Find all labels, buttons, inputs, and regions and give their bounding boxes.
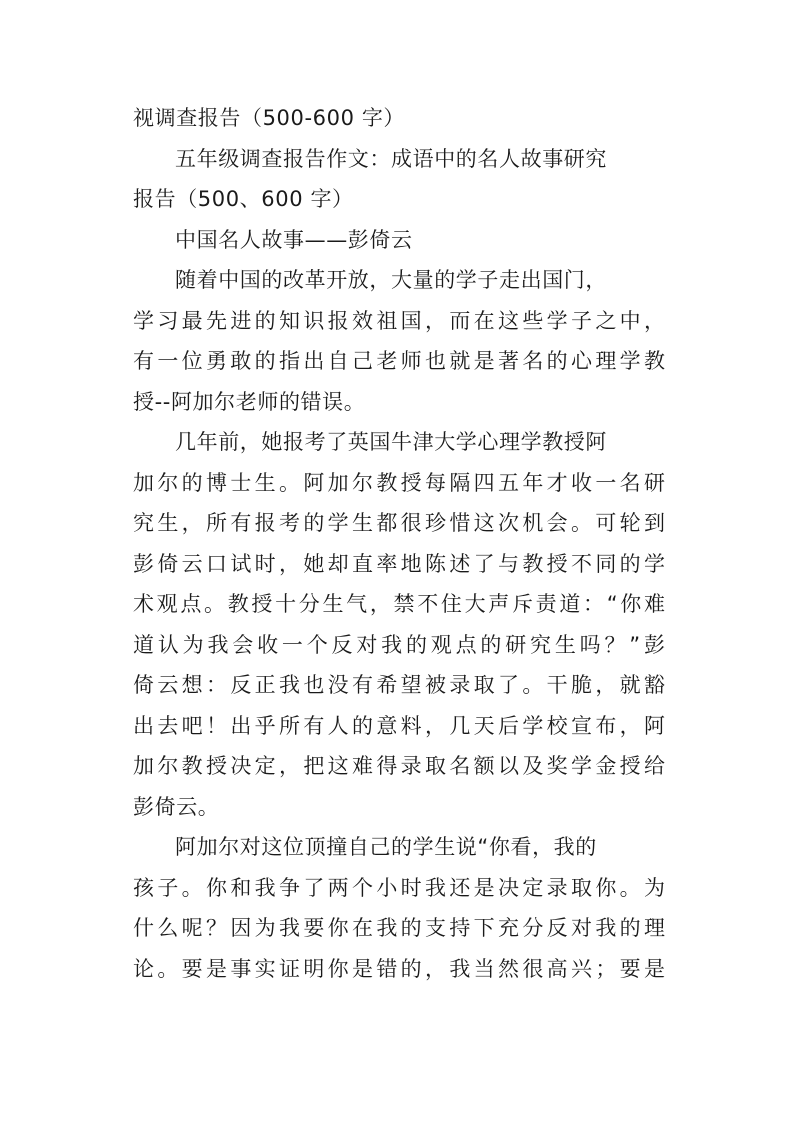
text-line: 彭倚云口试时，她却直率地陈述了与教授不同的学	[133, 551, 665, 576]
text-line: 道认为我会收一个反对我的观点的研究生吗？”彭	[133, 632, 665, 657]
text-line: 有一位勇敢的指出自己老师也就是著名的心理学教	[133, 349, 665, 373]
text-line: 加尔的博士生。阿加尔教授每隔四五年才收一名研	[133, 470, 665, 495]
text-line: 什么呢？因为我要你在我的支持下充分反对我的理	[133, 916, 665, 940]
text-line: 孩子。你和我争了两个小时我还是决定录取你。为	[133, 875, 665, 900]
text-line: 加尔教授决定，把这难得录取名额以及奖学金授给	[133, 754, 665, 778]
text-line: 中国名人故事——彭倚云	[175, 227, 413, 252]
text-line: 几年前，她报考了英国牛津大学心理学教授阿	[175, 430, 607, 454]
text-line: 随着中国的改革开放，大量的学子走出国门，	[175, 268, 607, 292]
text-line: 学习最先进的知识报效祖国，而在这些学子之中，	[133, 308, 665, 333]
text-line: 究生，所有报考的学生都很珍惜这次机会。可轮到	[133, 511, 665, 535]
text-line: 视调查报告（500-600 字）	[133, 106, 406, 130]
text-line: 报告（500、600 字）	[133, 187, 354, 211]
text-line: 倚云想：反正我也没有希望被录取了。干脆，就豁	[133, 673, 665, 697]
text-line: 授--阿加尔老师的错误。	[133, 389, 366, 414]
text-line: 论。要是事实证明你是错的，我当然很高兴；要是	[133, 956, 665, 981]
text-line: 五年级调查报告作文：成语中的名人故事研究	[175, 146, 607, 171]
text-line: 彭倚云。	[133, 794, 220, 819]
text-line: 术观点。教授十分生气，禁不住大声斥责道：“你难	[133, 592, 665, 616]
text-line: 出去吧！出乎所有人的意料，几天后学校宣布，阿	[133, 713, 665, 738]
text-line: 阿加尔对这位顶撞自己的学生说“你看，我的	[175, 835, 597, 859]
document-body	[133, 98, 665, 989]
